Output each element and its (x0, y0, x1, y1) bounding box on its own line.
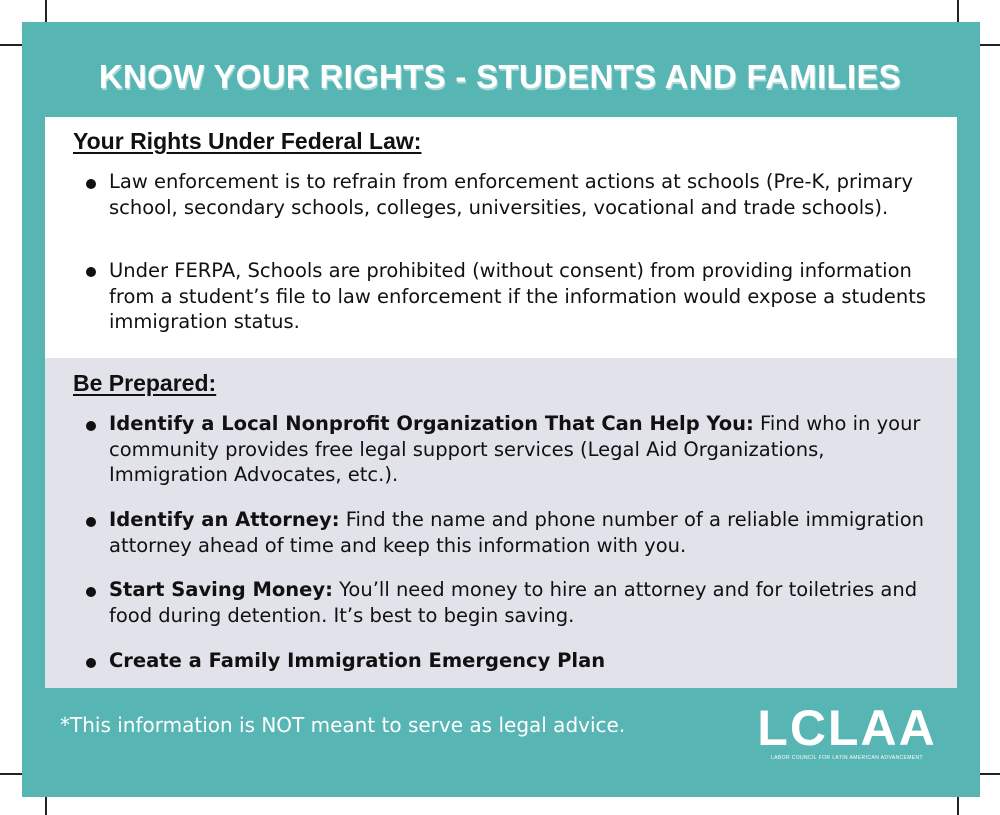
crop-mark (980, 44, 1000, 46)
bullet-icon (86, 179, 96, 189)
federal-item-schools: Law enforcement is to refrain from enforcement actions at schools (Pre-K, primary school, secondary schools, colleges, universities, vocational and trade schools). (109, 170, 913, 219)
prepared-item-text: You’ll need money to hire an attorney and for toiletries and food during detention. It’s best to begin saving. (109, 578, 918, 627)
crop-mark (957, 0, 959, 22)
bullet-icon (86, 658, 96, 668)
prepared-item-plan (109, 648, 949, 674)
crop-mark (45, 797, 47, 815)
crop-mark (45, 0, 47, 22)
bullet-icon (86, 517, 96, 527)
be-prepared-heading: Be Prepared: (73, 370, 217, 396)
prepared-item-saving (109, 577, 949, 628)
legal-disclaimer: *This information is NOT meant to serve as legal advice. (60, 713, 626, 737)
crop-mark (957, 797, 959, 815)
prepared-item-text: Find who in your community provides free legal support services (Legal Aid Organizations, Immigration Advocates, etc.). (109, 412, 921, 486)
prepared-item-title: Identify an Attorney: (109, 508, 340, 531)
logo-subtitle: LABOR COUNCIL FOR LATIN AMERICAN ADVANCEMENT (771, 755, 923, 761)
bullet-icon (86, 421, 96, 431)
crop-mark (0, 773, 22, 775)
crop-mark (0, 44, 22, 46)
lclaa-logo (752, 700, 942, 765)
federal-rights-heading: Your Rights Under Federal Law: (73, 128, 422, 154)
prepared-item-title: Start Saving Money: (109, 578, 333, 601)
logo-wordmark: LCLAA (757, 700, 937, 756)
bullet-icon (86, 587, 96, 597)
prepared-item-title: Identify a Local Nonprofit Organization That Can Help You: (109, 412, 754, 435)
prepared-item-title: Create a Family Immigration Emergency Plan (109, 649, 606, 672)
page-title: KNOW YOUR RIGHTS - STUDENTS AND FAMILIES (98, 58, 902, 95)
federal-item-ferpa: Under FERPA, Schools are prohibited (without consent) from providing information from a student’s file to law enforcement if the information would expose a students immigration status. (109, 259, 927, 333)
prepared-item-attorney (109, 507, 949, 558)
prepared-item-nonprofit (109, 411, 949, 488)
prepared-item-text: Find the name and phone number of a reliable immigration attorney ahead of time and keep this information with you. (109, 508, 925, 557)
crop-mark (980, 773, 1000, 775)
bullet-icon (86, 267, 96, 277)
